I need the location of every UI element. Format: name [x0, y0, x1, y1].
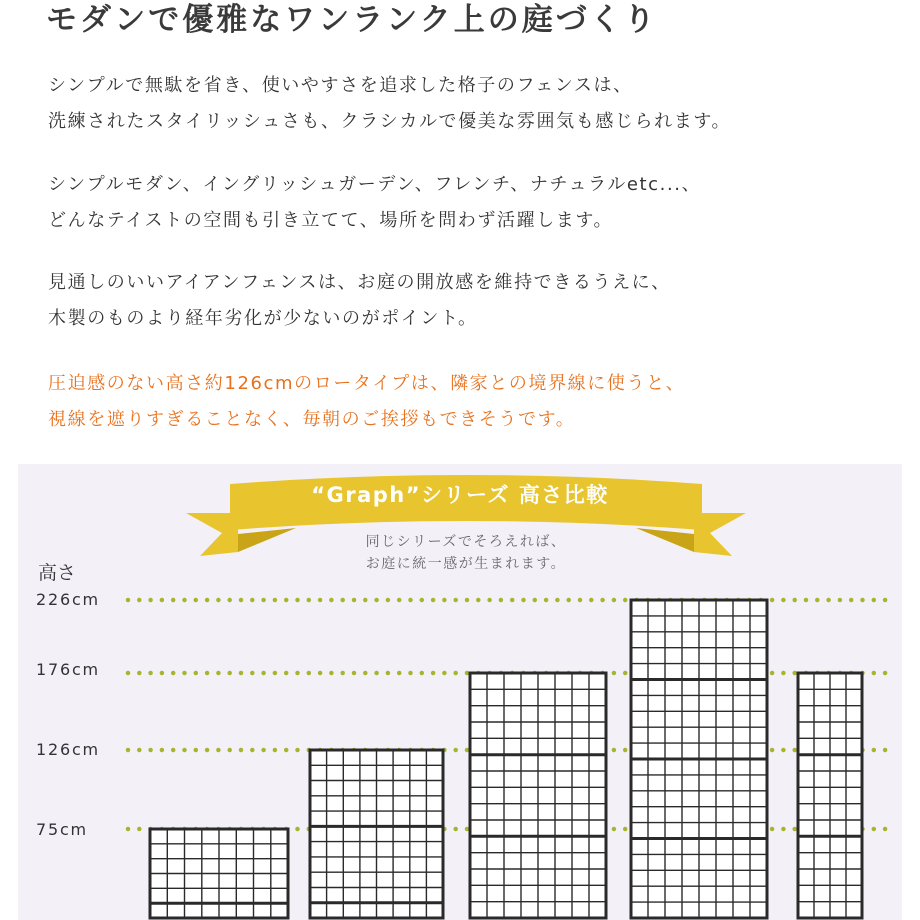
y-axis-label: 高さ [38, 562, 77, 584]
fence-bar-2 [310, 750, 443, 918]
fence-bar-1 [150, 829, 288, 918]
chart-subtitle-line-2: お庭に統一感が生まれます。 [365, 556, 567, 572]
fence-bar-5 [798, 673, 862, 918]
fence-bars [150, 600, 862, 918]
tick-label-75: 75cm [36, 820, 88, 839]
highlight-line-1: 圧迫感のない高さ約126cmのロータイプは、隣家との境界線に使うと、 [48, 373, 686, 394]
tick-label-126: 126cm [36, 740, 100, 759]
paragraph-1-line-2: 洗練されたスタイリッシュさも、クラシカルで優美な雰囲気も感じられます。 [48, 111, 732, 132]
fence-bar-4 [631, 600, 767, 918]
chart-subtitle-line-1: 同じシリーズでそろえれば、 [365, 534, 567, 550]
paragraph-3-line-1: 見通しのいいアイアンフェンスは、お庭の開放感を維持できるうえに、 [48, 272, 671, 293]
paragraph-3-line-2: 木製のものより経年劣化が少ないのがポイント。 [48, 308, 478, 329]
chart-title: “Graph”シリーズ 高さ比較 [311, 483, 609, 507]
tick-label-226: 226cm [36, 590, 100, 609]
paragraph-2-line-2: どんなテイストの空間も引き立てて、場所を問わず活躍します。 [48, 210, 614, 231]
paragraph-2-line-1: シンプルモダン、イングリッシュガーデン、フレンチ、ナチュラルetc...、 [48, 174, 702, 195]
fence-bar-3 [470, 673, 606, 918]
paragraph-1-line-1: シンプルで無駄を省き、使いやすさを追求した格子のフェンスは、 [48, 75, 633, 96]
highlight-line-2: 視線を遮りすぎることなく、毎朝のご挨拶もできそうです。 [48, 409, 576, 430]
chart-subtitle [0, 531, 920, 575]
headline: モダンで優雅なワンランク上の庭づくり [46, 2, 658, 38]
tick-label-176: 176cm [36, 660, 100, 679]
